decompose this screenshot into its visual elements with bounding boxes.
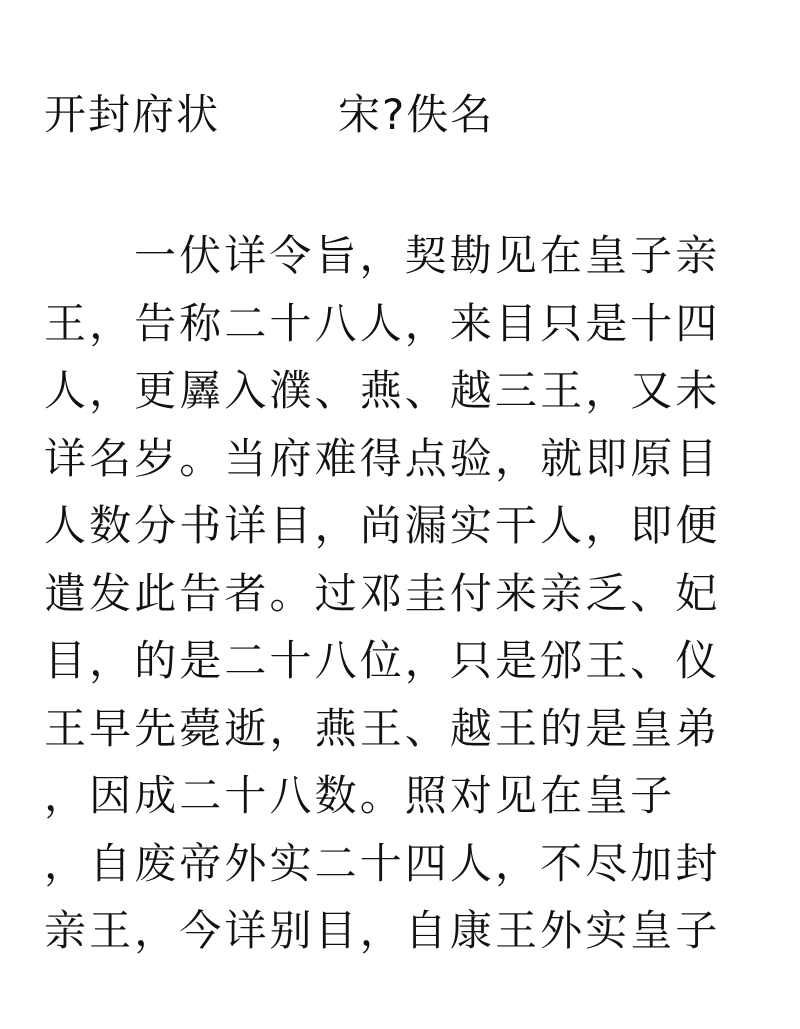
text-line-1: 一伏详令旨，契勘见在皇子亲: [134, 231, 721, 280]
text-line-10: ，自废帝外实二十四人，不尽加封: [44, 838, 721, 888]
text-line-9: ，因成二十八数。照对见在皇子: [44, 771, 676, 820]
text-line-2: 王，告称二十八人，来目只是十四: [44, 298, 721, 348]
text-line-6: 遣发此告者。过邓圭付来亲乏、妃: [44, 568, 721, 618]
text-line-3: 人，更羼入濮、燕、越三王，又未: [44, 366, 721, 415]
text-line-7: 目，的是二十八位，只是邠王、仪: [44, 636, 721, 685]
text-line-11: 亲王，今详别目，自康王外实皇子: [44, 906, 721, 955]
document-title: 开封府状: [44, 90, 221, 139]
document-body: [44, 222, 744, 965]
text-line-8: 王早先薨逝，燕王、越王的是皇弟: [44, 703, 721, 753]
text-line-5: 人数分书详目，尚漏实干人，即便: [44, 501, 721, 550]
text-line-4: 详名岁。当府难得点验，就即原目: [44, 433, 721, 483]
document-author: 宋?佚名: [338, 90, 495, 139]
